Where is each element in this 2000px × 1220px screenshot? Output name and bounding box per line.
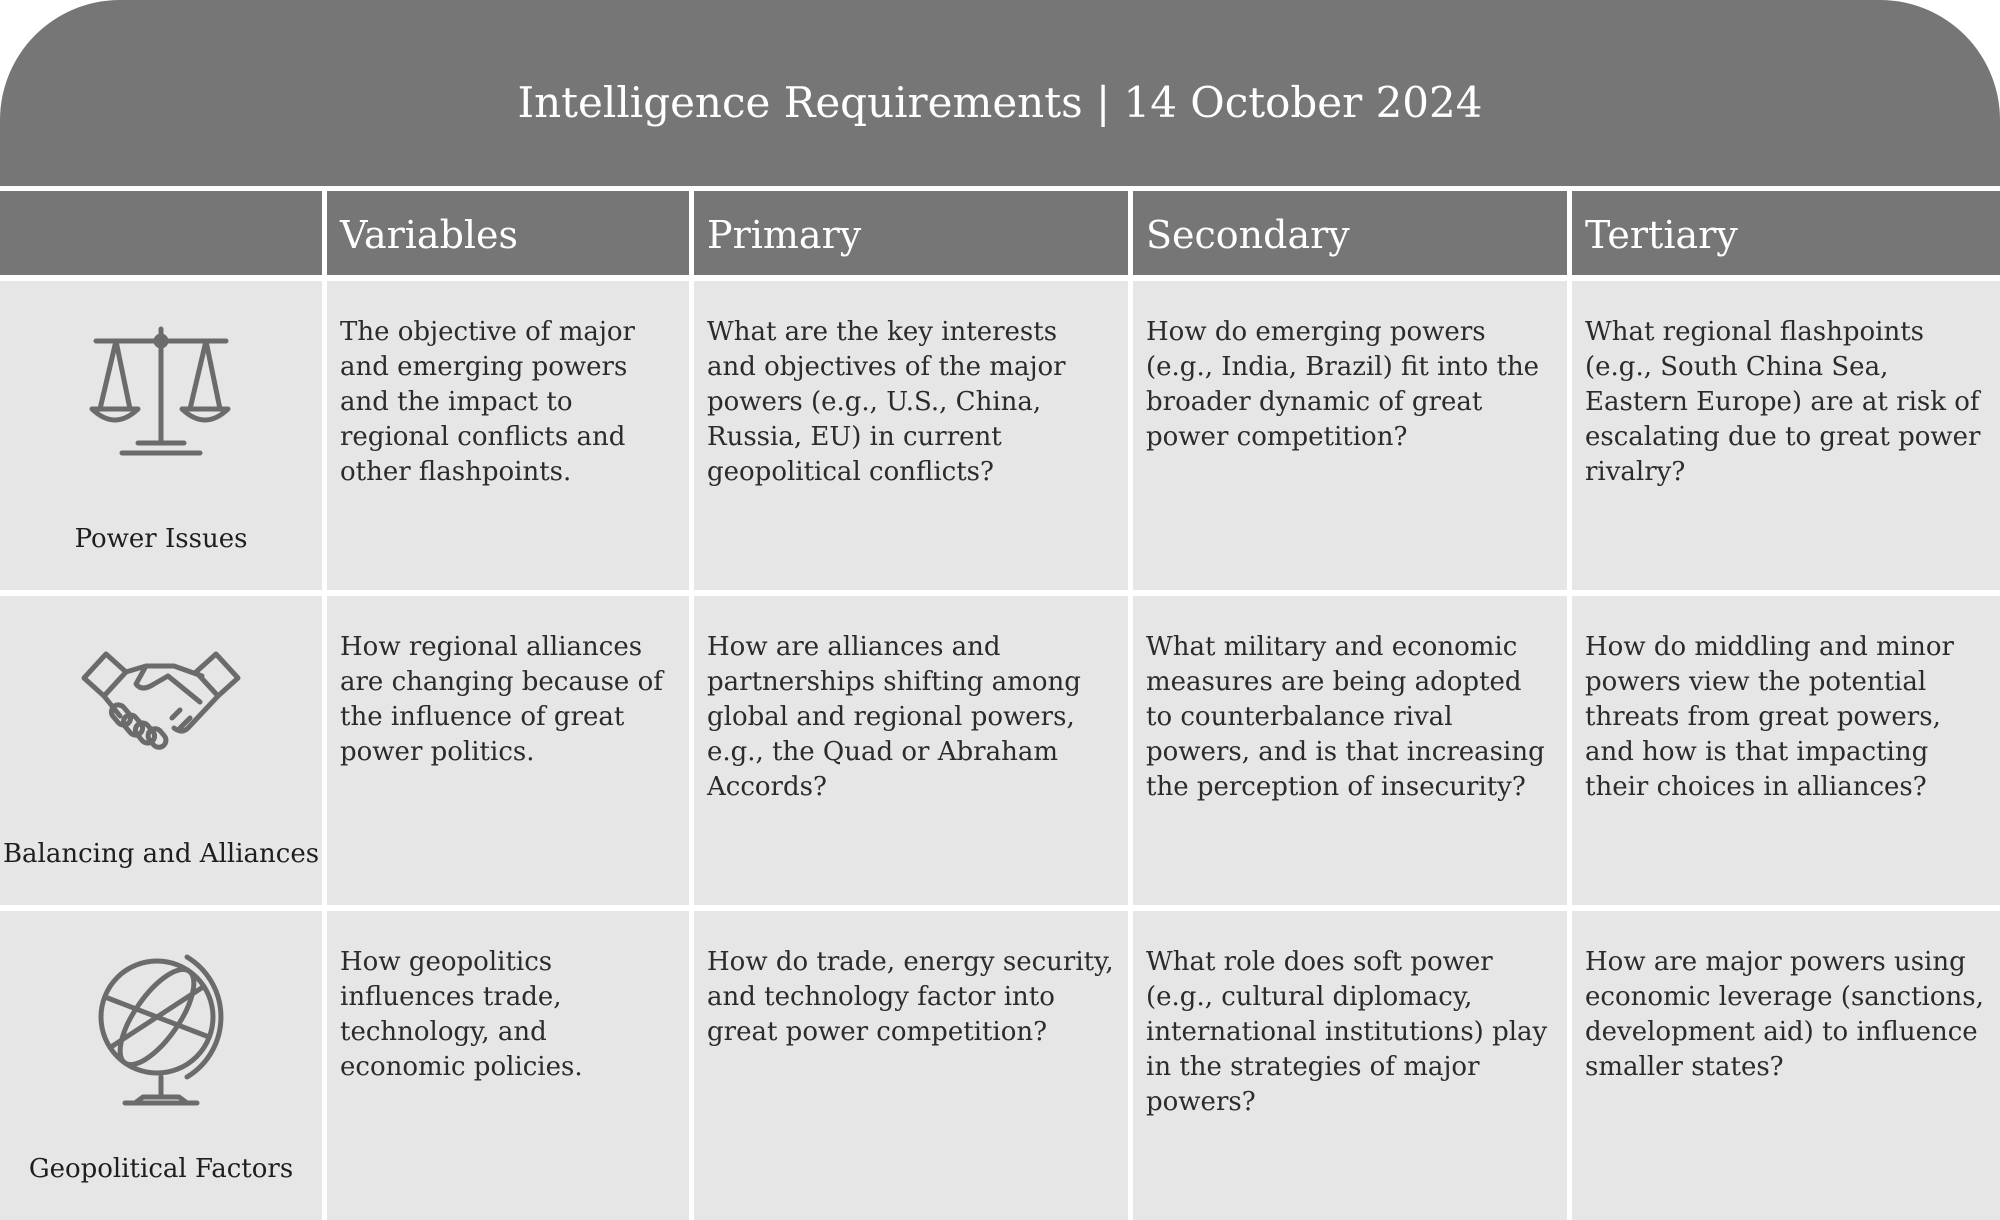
cell-variables: The objective of major and emerging powers and the impact to regional conflicts and other flashpoints. <box>327 281 689 590</box>
cell-primary: How are alliances and partnerships shifting among global and regional powers, e.g., the Quad or Abraham Accords? <box>694 596 1128 905</box>
row-label: Balancing and Alliances <box>2 839 320 869</box>
scales-icon <box>86 321 236 461</box>
cell-variables: How geopolitics influences trade, technology, and economic policies. <box>327 911 689 1220</box>
title-banner <box>0 0 2000 186</box>
cell-tertiary: How are major powers using economic leverage (sanctions, development aid) to influence smaller states? <box>1572 911 2000 1220</box>
globe-icon <box>91 951 231 1111</box>
header-cell-tertiary: Tertiary <box>1572 191 2000 275</box>
cell-variables: How regional alliances are changing because of the influence of great power politics. <box>327 596 689 905</box>
requirements-table <box>0 191 2000 1214</box>
cell-secondary: How do emerging powers (e.g., India, Brazil) fit into the broader dynamic of great power competition? <box>1133 281 1567 590</box>
page-title: Intelligence Requirements | 14 October 2024 <box>517 78 1483 127</box>
row-header-geopolitical-factors <box>0 911 322 1220</box>
header-cell-variables: Variables <box>327 191 689 275</box>
header-cell-secondary: Secondary <box>1133 191 1567 275</box>
handshake-icon <box>76 636 246 756</box>
cell-secondary: What military and economic measures are being adopted to counterbalance rival powers, and is that increasing the perception of insecurity? <box>1133 596 1567 905</box>
row-label: Power Issues <box>74 524 248 554</box>
cell-primary: What are the key interests and objectives of the major powers (e.g., U.S., China, Russia, EU) in current geopolitical conflicts? <box>694 281 1128 590</box>
cell-tertiary: How do middling and minor powers view the potential threats from great powers, and how is that impacting their choices in alliances? <box>1572 596 2000 905</box>
header-cell-primary: Primary <box>694 191 1128 275</box>
cell-primary: How do trade, energy security, and technology factor into great power competition? <box>694 911 1128 1220</box>
header-cell-blank <box>0 191 322 275</box>
cell-tertiary: What regional flashpoints (e.g., South China Sea, Eastern Europe) are at risk of escalating due to great power rivalry? <box>1572 281 2000 590</box>
row-header-power-issues <box>0 281 322 590</box>
cell-secondary: What role does soft power (e.g., cultural diplomacy, international institutions) play in the strategies of major powers? <box>1133 911 1567 1220</box>
row-label: Geopolitical Factors <box>28 1154 294 1184</box>
row-header-balancing-alliances <box>0 596 322 905</box>
